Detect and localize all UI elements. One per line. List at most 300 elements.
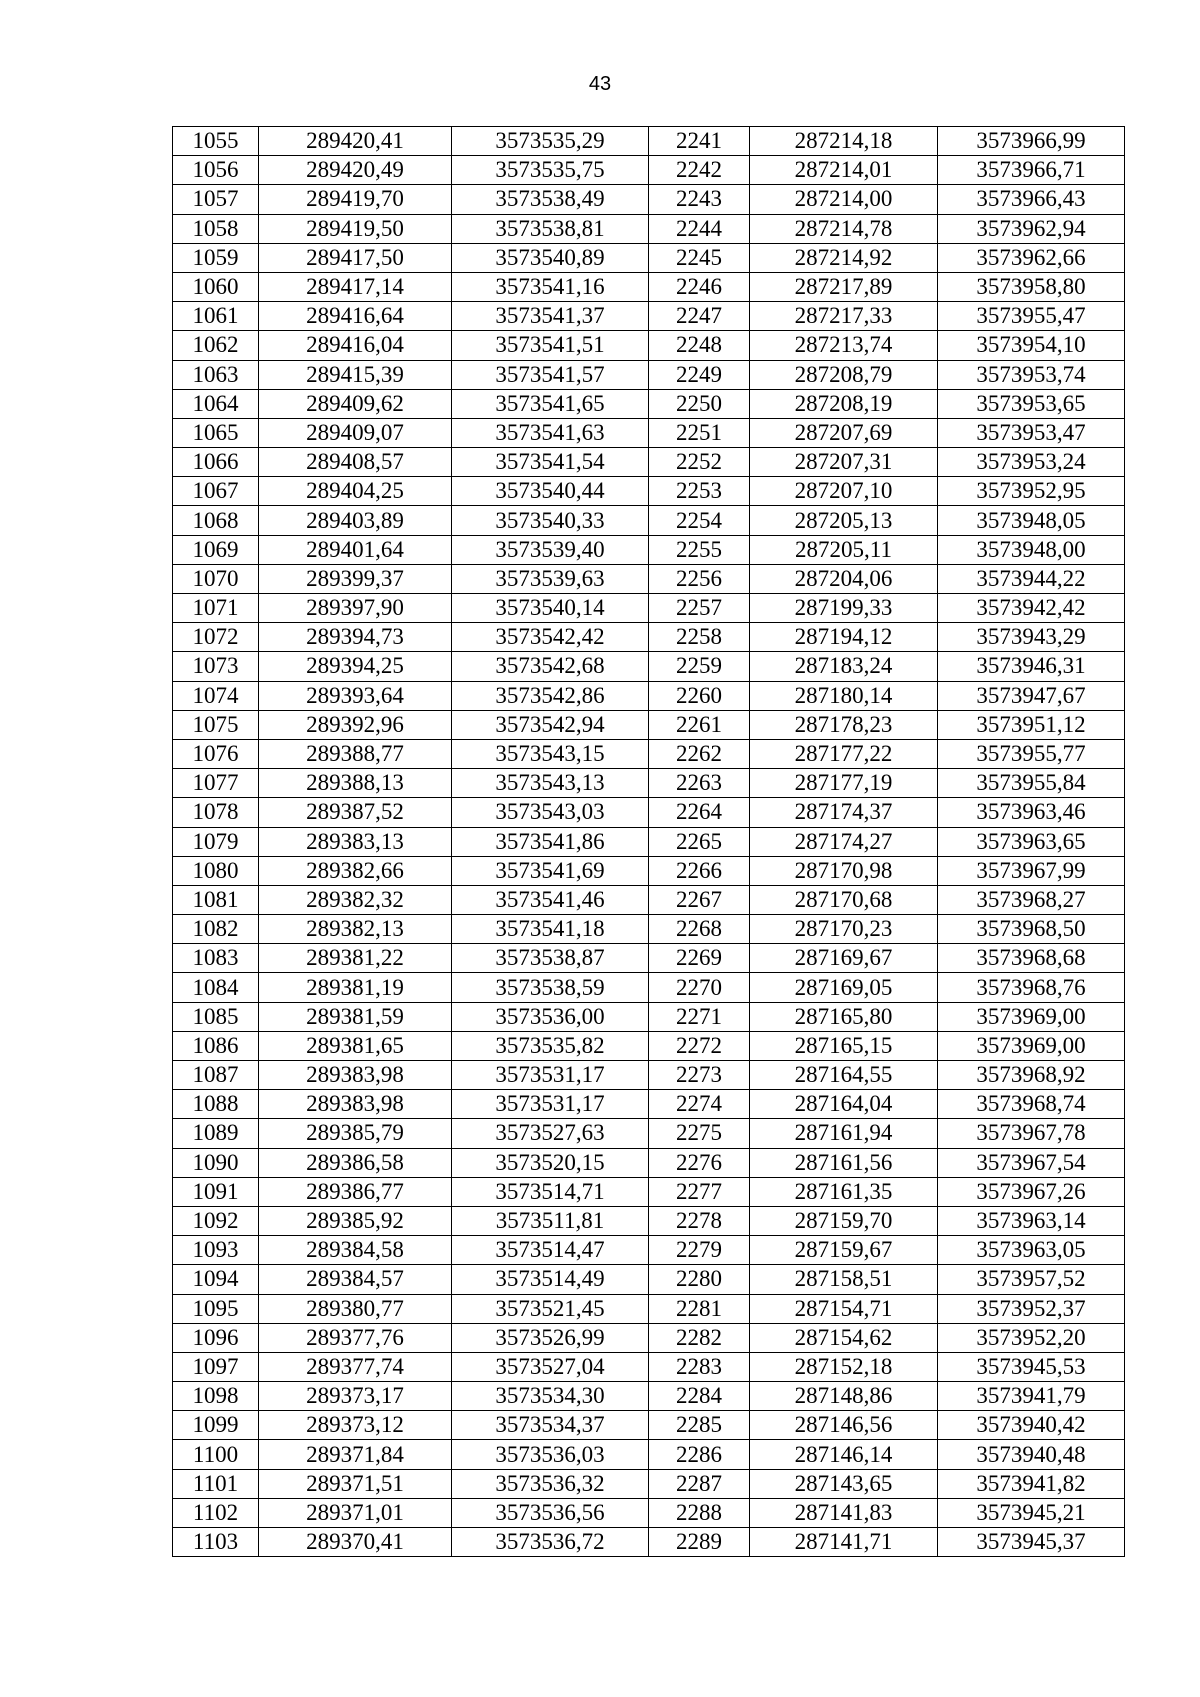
table-row [173,243,1125,272]
table-cell-point-number-left: 1063 [173,360,259,389]
table-cell-x-coordinate-left: 289417,14 [259,272,452,301]
table-cell-point-number-right: 2286 [649,1440,750,1469]
table-cell-y-coordinate-right: 3573958,80 [938,272,1125,301]
table-cell-x-coordinate-right: 287217,33 [750,302,938,331]
table-cell-x-coordinate-left: 289420,41 [259,127,452,156]
table-cell-y-coordinate-left: 3573526,99 [452,1323,649,1352]
table-cell-x-coordinate-right: 287146,14 [750,1440,938,1469]
table-cell-x-coordinate-right: 287199,33 [750,594,938,623]
table-cell-x-coordinate-left: 289382,66 [259,856,452,885]
table-cell-x-coordinate-left: 289381,19 [259,973,452,1002]
table-cell-x-coordinate-right: 287169,67 [750,944,938,973]
table-row [173,360,1125,389]
table-cell-y-coordinate-right: 3573968,27 [938,885,1125,914]
table-cell-point-number-right: 2250 [649,389,750,418]
table-cell-point-number-right: 2248 [649,331,750,360]
table-row [173,681,1125,710]
table-cell-point-number-right: 2289 [649,1528,750,1557]
table-cell-y-coordinate-right: 3573968,76 [938,973,1125,1002]
table-cell-y-coordinate-right: 3573968,92 [938,1061,1125,1090]
table-cell-x-coordinate-right: 287170,98 [750,856,938,885]
table-cell-x-coordinate-right: 287159,67 [750,1236,938,1265]
table-cell-y-coordinate-left: 3573540,44 [452,477,649,506]
table-cell-point-number-right: 2261 [649,710,750,739]
table-cell-x-coordinate-right: 287214,18 [750,127,938,156]
table-cell-y-coordinate-left: 3573539,40 [452,535,649,564]
table-row [173,389,1125,418]
table-cell-point-number-left: 1088 [173,1090,259,1119]
table-cell-x-coordinate-left: 289419,70 [259,185,452,214]
table-cell-x-coordinate-right: 287152,18 [750,1352,938,1381]
table-cell-point-number-right: 2287 [649,1469,750,1498]
table-cell-x-coordinate-right: 287177,19 [750,769,938,798]
table-cell-x-coordinate-left: 289416,64 [259,302,452,331]
table-cell-y-coordinate-left: 3573542,86 [452,681,649,710]
table-cell-y-coordinate-left: 3573541,18 [452,915,649,944]
table-cell-y-coordinate-right: 3573963,14 [938,1206,1125,1235]
table-cell-y-coordinate-right: 3573953,24 [938,448,1125,477]
table-cell-y-coordinate-right: 3573968,74 [938,1090,1125,1119]
table-cell-x-coordinate-right: 287178,23 [750,710,938,739]
table-cell-point-number-right: 2256 [649,564,750,593]
table-cell-point-number-right: 2247 [649,302,750,331]
table-cell-y-coordinate-right: 3573962,94 [938,214,1125,243]
table-cell-x-coordinate-right: 287205,11 [750,535,938,564]
table-cell-x-coordinate-right: 287213,74 [750,331,938,360]
table-cell-point-number-right: 2245 [649,243,750,272]
table-cell-point-number-left: 1062 [173,331,259,360]
table-cell-y-coordinate-left: 3573514,71 [452,1177,649,1206]
table-cell-y-coordinate-left: 3573538,59 [452,973,649,1002]
table-cell-point-number-left: 1078 [173,798,259,827]
table-cell-point-number-left: 1092 [173,1206,259,1235]
table-cell-y-coordinate-right: 3573940,42 [938,1411,1125,1440]
table-cell-x-coordinate-left: 289416,04 [259,331,452,360]
table-cell-x-coordinate-right: 287154,62 [750,1323,938,1352]
table-cell-y-coordinate-left: 3573540,14 [452,594,649,623]
table-cell-point-number-right: 2277 [649,1177,750,1206]
table-cell-point-number-left: 1084 [173,973,259,1002]
table-cell-y-coordinate-left: 3573543,15 [452,739,649,768]
table-row [173,564,1125,593]
table-row [173,1498,1125,1527]
table-row [173,1440,1125,1469]
table-cell-y-coordinate-right: 3573940,48 [938,1440,1125,1469]
table-cell-x-coordinate-right: 287161,94 [750,1119,938,1148]
table-cell-point-number-right: 2265 [649,827,750,856]
table-row [173,739,1125,768]
table-cell-y-coordinate-right: 3573968,68 [938,944,1125,973]
table-cell-y-coordinate-left: 3573542,94 [452,710,649,739]
table-cell-y-coordinate-right: 3573966,99 [938,127,1125,156]
table-cell-point-number-left: 1095 [173,1294,259,1323]
table-cell-x-coordinate-right: 287214,92 [750,243,938,272]
table-cell-point-number-left: 1082 [173,915,259,944]
coordinates-table [172,126,1125,1557]
table-cell-x-coordinate-right: 287217,89 [750,272,938,301]
table-cell-x-coordinate-right: 287161,35 [750,1177,938,1206]
table-row [173,1528,1125,1557]
table-cell-x-coordinate-right: 287207,31 [750,448,938,477]
table-cell-x-coordinate-right: 287204,06 [750,564,938,593]
table-cell-point-number-right: 2257 [649,594,750,623]
table-cell-point-number-left: 1083 [173,944,259,973]
table-cell-point-number-right: 2282 [649,1323,750,1352]
table-cell-point-number-left: 1068 [173,506,259,535]
table-cell-y-coordinate-left: 3573538,81 [452,214,649,243]
table-cell-point-number-left: 1075 [173,710,259,739]
table-cell-point-number-left: 1071 [173,594,259,623]
table-row [173,1469,1125,1498]
table-cell-point-number-left: 1102 [173,1498,259,1527]
table-row [173,710,1125,739]
table-cell-x-coordinate-left: 289370,41 [259,1528,452,1557]
table-cell-point-number-right: 2260 [649,681,750,710]
table-cell-y-coordinate-left: 3573536,32 [452,1469,649,1498]
table-cell-y-coordinate-right: 3573952,37 [938,1294,1125,1323]
table-cell-y-coordinate-left: 3573541,86 [452,827,649,856]
table-cell-x-coordinate-left: 289371,01 [259,1498,452,1527]
table-cell-point-number-right: 2288 [649,1498,750,1527]
table-cell-point-number-left: 1103 [173,1528,259,1557]
table-cell-x-coordinate-left: 289404,25 [259,477,452,506]
table-cell-point-number-right: 2241 [649,127,750,156]
table-cell-point-number-right: 2274 [649,1090,750,1119]
table-cell-point-number-left: 1086 [173,1031,259,1060]
table-cell-y-coordinate-right: 3573944,22 [938,564,1125,593]
table-cell-y-coordinate-left: 3573521,45 [452,1294,649,1323]
table-cell-point-number-right: 2249 [649,360,750,389]
table-cell-y-coordinate-right: 3573941,79 [938,1382,1125,1411]
table-row [173,1177,1125,1206]
table-cell-y-coordinate-left: 3573535,29 [452,127,649,156]
table-cell-x-coordinate-right: 287158,51 [750,1265,938,1294]
table-cell-x-coordinate-right: 287214,00 [750,185,938,214]
table-cell-x-coordinate-left: 289388,77 [259,739,452,768]
table-cell-y-coordinate-left: 3573538,49 [452,185,649,214]
table-cell-point-number-left: 1066 [173,448,259,477]
table-cell-y-coordinate-left: 3573541,51 [452,331,649,360]
table-cell-point-number-left: 1072 [173,623,259,652]
table-cell-x-coordinate-right: 287159,70 [750,1206,938,1235]
table-cell-point-number-right: 2279 [649,1236,750,1265]
table-cell-y-coordinate-left: 3573534,37 [452,1411,649,1440]
table-cell-point-number-left: 1087 [173,1061,259,1090]
table-cell-x-coordinate-left: 289383,98 [259,1061,452,1090]
table-cell-point-number-left: 1070 [173,564,259,593]
table-cell-y-coordinate-left: 3573541,54 [452,448,649,477]
table-cell-y-coordinate-left: 3573531,17 [452,1061,649,1090]
table-cell-point-number-left: 1100 [173,1440,259,1469]
table-cell-x-coordinate-right: 287207,10 [750,477,938,506]
table-cell-point-number-left: 1091 [173,1177,259,1206]
table-cell-point-number-left: 1055 [173,127,259,156]
table-cell-x-coordinate-left: 289420,49 [259,156,452,185]
table-cell-x-coordinate-right: 287165,15 [750,1031,938,1060]
table-row [173,973,1125,1002]
table-cell-x-coordinate-right: 287146,56 [750,1411,938,1440]
table-cell-point-number-right: 2251 [649,418,750,447]
table-cell-y-coordinate-right: 3573946,31 [938,652,1125,681]
table-cell-y-coordinate-left: 3573540,33 [452,506,649,535]
table-cell-x-coordinate-right: 287161,56 [750,1148,938,1177]
table-cell-x-coordinate-left: 289417,50 [259,243,452,272]
table-cell-x-coordinate-left: 289409,62 [259,389,452,418]
table-cell-point-number-left: 1074 [173,681,259,710]
table-cell-point-number-left: 1081 [173,885,259,914]
table-cell-point-number-left: 1061 [173,302,259,331]
table-cell-y-coordinate-right: 3573968,50 [938,915,1125,944]
table-cell-x-coordinate-left: 289386,58 [259,1148,452,1177]
table-cell-point-number-left: 1085 [173,1002,259,1031]
table-row [173,1061,1125,1090]
table-cell-point-number-left: 1097 [173,1352,259,1381]
table-row [173,623,1125,652]
table-cell-x-coordinate-left: 289382,13 [259,915,452,944]
table-cell-x-coordinate-right: 287174,27 [750,827,938,856]
table-cell-point-number-left: 1080 [173,856,259,885]
table-cell-x-coordinate-left: 289373,17 [259,1382,452,1411]
table-cell-y-coordinate-left: 3573527,63 [452,1119,649,1148]
table-cell-point-number-left: 1057 [173,185,259,214]
table-row [173,798,1125,827]
table-cell-y-coordinate-right: 3573955,84 [938,769,1125,798]
table-cell-y-coordinate-right: 3573953,47 [938,418,1125,447]
table-cell-y-coordinate-right: 3573963,46 [938,798,1125,827]
table-cell-x-coordinate-right: 287170,23 [750,915,938,944]
table-cell-y-coordinate-right: 3573963,65 [938,827,1125,856]
table-row [173,1294,1125,1323]
table-cell-y-coordinate-left: 3573541,57 [452,360,649,389]
table-cell-y-coordinate-right: 3573969,00 [938,1002,1125,1031]
table-cell-point-number-right: 2276 [649,1148,750,1177]
table-cell-point-number-right: 2252 [649,448,750,477]
page-number: 43 [588,73,612,95]
table-cell-point-number-right: 2263 [649,769,750,798]
table-cell-x-coordinate-left: 289394,25 [259,652,452,681]
table-cell-y-coordinate-left: 3573539,63 [452,564,649,593]
table-cell-x-coordinate-left: 289401,64 [259,535,452,564]
table-row [173,448,1125,477]
table-cell-x-coordinate-left: 289403,89 [259,506,452,535]
table-cell-point-number-right: 2254 [649,506,750,535]
table-cell-point-number-left: 1098 [173,1382,259,1411]
table-cell-point-number-left: 1094 [173,1265,259,1294]
table-cell-y-coordinate-left: 3573514,47 [452,1236,649,1265]
table-cell-point-number-left: 1090 [173,1148,259,1177]
table-cell-x-coordinate-right: 287141,71 [750,1528,938,1557]
table-cell-y-coordinate-left: 3573541,16 [452,272,649,301]
table-cell-x-coordinate-left: 289377,76 [259,1323,452,1352]
table-cell-x-coordinate-left: 289377,74 [259,1352,452,1381]
table-cell-point-number-right: 2243 [649,185,750,214]
table-cell-y-coordinate-left: 3573531,17 [452,1090,649,1119]
table-cell-point-number-left: 1101 [173,1469,259,1498]
table-cell-point-number-right: 2258 [649,623,750,652]
table-cell-x-coordinate-left: 289371,84 [259,1440,452,1469]
table-cell-x-coordinate-left: 289408,57 [259,448,452,477]
table-cell-y-coordinate-right: 3573969,00 [938,1031,1125,1060]
table-cell-x-coordinate-left: 289383,98 [259,1090,452,1119]
table-cell-x-coordinate-left: 289383,13 [259,827,452,856]
table-cell-point-number-left: 1067 [173,477,259,506]
table-cell-x-coordinate-left: 289409,07 [259,418,452,447]
table-cell-x-coordinate-left: 289382,32 [259,885,452,914]
table-cell-point-number-right: 2269 [649,944,750,973]
table-row [173,944,1125,973]
table-cell-x-coordinate-right: 287143,65 [750,1469,938,1498]
table-cell-point-number-right: 2270 [649,973,750,1002]
table-cell-x-coordinate-right: 287170,68 [750,885,938,914]
table-cell-y-coordinate-left: 3573536,00 [452,1002,649,1031]
table-cell-point-number-right: 2283 [649,1352,750,1381]
table-cell-point-number-right: 2268 [649,915,750,944]
table-cell-y-coordinate-left: 3573541,37 [452,302,649,331]
table-cell-x-coordinate-left: 289373,12 [259,1411,452,1440]
table-cell-y-coordinate-right: 3573963,05 [938,1236,1125,1265]
table-cell-x-coordinate-left: 289381,65 [259,1031,452,1060]
table-row [173,331,1125,360]
table-cell-y-coordinate-right: 3573967,54 [938,1148,1125,1177]
table-cell-point-number-left: 1069 [173,535,259,564]
table-row [173,885,1125,914]
table-cell-y-coordinate-right: 3573957,52 [938,1265,1125,1294]
table-cell-x-coordinate-left: 289384,57 [259,1265,452,1294]
table-cell-y-coordinate-right: 3573945,37 [938,1528,1125,1557]
table-cell-point-number-right: 2264 [649,798,750,827]
table-cell-point-number-right: 2259 [649,652,750,681]
table-cell-point-number-left: 1056 [173,156,259,185]
table-cell-y-coordinate-left: 3573535,82 [452,1031,649,1060]
table-cell-x-coordinate-left: 289381,22 [259,944,452,973]
table-cell-point-number-left: 1059 [173,243,259,272]
table-cell-y-coordinate-left: 3573536,72 [452,1528,649,1557]
table-cell-point-number-left: 1073 [173,652,259,681]
table-cell-y-coordinate-left: 3573536,56 [452,1498,649,1527]
table-cell-y-coordinate-right: 3573955,47 [938,302,1125,331]
table-cell-y-coordinate-left: 3573538,87 [452,944,649,973]
table-cell-x-coordinate-left: 289393,64 [259,681,452,710]
table-cell-y-coordinate-left: 3573543,03 [452,798,649,827]
table-cell-x-coordinate-right: 287205,13 [750,506,938,535]
table-cell-y-coordinate-left: 3573514,49 [452,1265,649,1294]
table-cell-point-number-right: 2267 [649,885,750,914]
table-cell-point-number-left: 1096 [173,1323,259,1352]
table-cell-y-coordinate-left: 3573542,42 [452,623,649,652]
table-row [173,1119,1125,1148]
table-row [173,185,1125,214]
table-cell-y-coordinate-left: 3573536,03 [452,1440,649,1469]
table-cell-y-coordinate-left: 3573543,13 [452,769,649,798]
table-cell-y-coordinate-left: 3573511,81 [452,1206,649,1235]
table-row [173,1002,1125,1031]
table-cell-y-coordinate-right: 3573952,20 [938,1323,1125,1352]
table-cell-x-coordinate-left: 289384,58 [259,1236,452,1265]
table-row [173,477,1125,506]
table-cell-point-number-left: 1093 [173,1236,259,1265]
table-cell-y-coordinate-right: 3573945,53 [938,1352,1125,1381]
table-row [173,127,1125,156]
table-cell-point-number-left: 1058 [173,214,259,243]
table-cell-x-coordinate-right: 287141,83 [750,1498,938,1527]
table-cell-point-number-right: 2246 [649,272,750,301]
table-cell-y-coordinate-right: 3573943,29 [938,623,1125,652]
table-cell-y-coordinate-right: 3573945,21 [938,1498,1125,1527]
table-row [173,418,1125,447]
table-cell-y-coordinate-right: 3573955,77 [938,739,1125,768]
table-cell-y-coordinate-right: 3573942,42 [938,594,1125,623]
table-cell-x-coordinate-left: 289397,90 [259,594,452,623]
table-cell-y-coordinate-right: 3573948,00 [938,535,1125,564]
table-cell-x-coordinate-right: 287208,19 [750,389,938,418]
table-cell-x-coordinate-right: 287164,55 [750,1061,938,1090]
table-row [173,1265,1125,1294]
table-cell-y-coordinate-left: 3573540,89 [452,243,649,272]
table-cell-y-coordinate-right: 3573953,74 [938,360,1125,389]
table-row [173,915,1125,944]
table-cell-point-number-right: 2244 [649,214,750,243]
table-cell-x-coordinate-left: 289399,37 [259,564,452,593]
table-row [173,827,1125,856]
table-cell-x-coordinate-right: 287148,86 [750,1382,938,1411]
table-cell-point-number-right: 2284 [649,1382,750,1411]
table-cell-y-coordinate-left: 3573520,15 [452,1148,649,1177]
table-row [173,1148,1125,1177]
table-cell-y-coordinate-left: 3573527,04 [452,1352,649,1381]
table-cell-y-coordinate-right: 3573952,95 [938,477,1125,506]
table-cell-y-coordinate-left: 3573541,46 [452,885,649,914]
table-cell-x-coordinate-right: 287174,37 [750,798,938,827]
table-cell-x-coordinate-right: 287207,69 [750,418,938,447]
table-cell-y-coordinate-left: 3573541,65 [452,389,649,418]
table-cell-y-coordinate-right: 3573962,66 [938,243,1125,272]
table-cell-point-number-left: 1079 [173,827,259,856]
table-row [173,594,1125,623]
table-cell-point-number-right: 2275 [649,1119,750,1148]
table-cell-y-coordinate-right: 3573966,71 [938,156,1125,185]
table-cell-x-coordinate-right: 287194,12 [750,623,938,652]
table-row [173,535,1125,564]
table-cell-x-coordinate-left: 289385,92 [259,1206,452,1235]
table-cell-point-number-left: 1077 [173,769,259,798]
table-row [173,1031,1125,1060]
table-cell-point-number-right: 2255 [649,535,750,564]
table-cell-x-coordinate-right: 287165,80 [750,1002,938,1031]
table-cell-y-coordinate-right: 3573948,05 [938,506,1125,535]
table-row [173,506,1125,535]
table-cell-x-coordinate-right: 287208,79 [750,360,938,389]
table-cell-x-coordinate-right: 287154,71 [750,1294,938,1323]
table-cell-x-coordinate-left: 289415,39 [259,360,452,389]
table-cell-x-coordinate-left: 289385,79 [259,1119,452,1148]
table-row [173,1323,1125,1352]
table-cell-x-coordinate-right: 287214,01 [750,156,938,185]
table-cell-y-coordinate-right: 3573953,65 [938,389,1125,418]
table-cell-point-number-left: 1076 [173,739,259,768]
table-cell-point-number-right: 2266 [649,856,750,885]
table-row [173,1411,1125,1440]
table-cell-point-number-left: 1064 [173,389,259,418]
table-cell-point-number-right: 2272 [649,1031,750,1060]
table-row [173,302,1125,331]
table-cell-point-number-right: 2253 [649,477,750,506]
table-cell-point-number-left: 1065 [173,418,259,447]
table-cell-point-number-right: 2285 [649,1411,750,1440]
table-row [173,156,1125,185]
table-row [173,1352,1125,1381]
table-cell-y-coordinate-right: 3573951,12 [938,710,1125,739]
table-cell-y-coordinate-left: 3573542,68 [452,652,649,681]
